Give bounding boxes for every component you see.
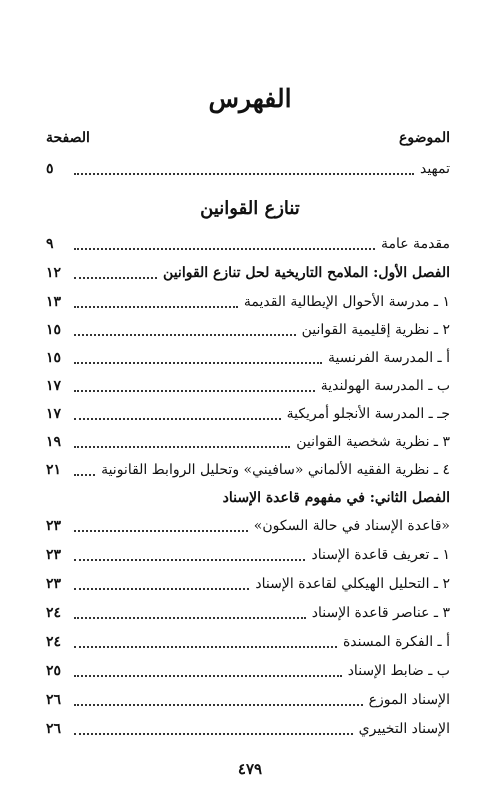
toc-leader-dots bbox=[74, 530, 248, 532]
toc-leader-dots bbox=[74, 559, 305, 561]
toc-entry-page: ٢٦ bbox=[46, 721, 62, 737]
toc-entry-page: ١٥ bbox=[46, 322, 62, 338]
toc-entry-label: تمهيد bbox=[419, 161, 450, 177]
toc-leader-dots bbox=[74, 306, 238, 308]
toc-leader-dots bbox=[74, 334, 296, 336]
toc-entry-label: جـ ـ المدرسة الأنجلو أمريكية bbox=[286, 406, 450, 422]
toc-entry-label: ١ ـ مدرسة الأحوال الإيطالية القديمة bbox=[243, 294, 450, 310]
toc-entry bbox=[46, 318, 450, 340]
toc-entry-page: ١٧ bbox=[46, 406, 62, 422]
toc-entry bbox=[46, 717, 450, 739]
toc-entry-label: أ ـ الفكرة المسندة bbox=[342, 634, 450, 650]
toc-leader-dots bbox=[74, 390, 315, 392]
toc-entry bbox=[46, 659, 450, 681]
toc-entry-label: أ ـ المدرسة الفرنسية bbox=[327, 350, 450, 366]
toc-leader-dots bbox=[74, 646, 337, 648]
toc-leader-dots bbox=[74, 248, 375, 250]
toc-leader-dots bbox=[74, 446, 290, 448]
toc-leader-dots bbox=[74, 362, 322, 364]
toc-entry bbox=[46, 374, 450, 396]
toc-entry-label: ب ـ ضابط الإسناد bbox=[347, 663, 450, 679]
toc-entry-label: ٣ ـ عناصر قاعدة الإسناد bbox=[311, 605, 450, 621]
toc-entry bbox=[46, 630, 450, 652]
toc-entry bbox=[46, 232, 450, 254]
toc-entry-page: ٩ bbox=[46, 236, 54, 252]
toc-entry-label: الإسناد التخييري bbox=[358, 721, 450, 737]
toc-leader-dots bbox=[74, 173, 414, 175]
toc-entry-page: ٢١ bbox=[46, 462, 62, 478]
toc-entry bbox=[46, 543, 450, 565]
toc-leader-dots bbox=[74, 617, 306, 619]
toc-entry bbox=[46, 572, 450, 594]
toc-entry-label: ١ ـ تعريف قاعدة الإسناد bbox=[311, 547, 450, 563]
toc-entry-label: ٣ ـ نظرية شخصية القوانين bbox=[296, 434, 450, 450]
toc-entry-page: ٢٥ bbox=[46, 663, 62, 679]
toc-entry-label: «قاعدة الإسناد في حالة السكون» bbox=[253, 518, 450, 534]
toc-entry-page: ١٩ bbox=[46, 434, 62, 450]
toc-leader-dots bbox=[74, 675, 342, 677]
toc-entry-page: ٢٣ bbox=[46, 547, 62, 563]
toc-entry bbox=[46, 514, 450, 536]
toc-header bbox=[46, 130, 450, 152]
toc-entry bbox=[46, 458, 450, 480]
toc-leader-dots bbox=[74, 588, 249, 590]
toc-entry-label: ٤ ـ نظرية الفقيه الألماني «سافيني» وتحليل الروابط القانونية bbox=[101, 462, 450, 478]
toc-leader-dots bbox=[74, 733, 353, 735]
page-title: الفهرس bbox=[208, 84, 292, 113]
toc-entry-page: ١٣ bbox=[46, 294, 62, 310]
toc-entry-label: الفصل الأول: الملامح التاريخية لحل تنازع القوانين bbox=[163, 265, 450, 281]
toc-entry-chapter-1 bbox=[46, 261, 450, 283]
toc-entry-page: ١٥ bbox=[46, 350, 62, 366]
toc-entry bbox=[46, 402, 450, 424]
toc-entry-page: ٢٦ bbox=[46, 692, 62, 708]
toc-entry-page: ٥ bbox=[46, 161, 54, 177]
page-number: ٤٧٩ bbox=[237, 760, 263, 778]
toc-entry bbox=[46, 601, 450, 623]
toc-entry-label: الإسناد الموزع bbox=[368, 692, 450, 708]
toc-entry-chapter-2 bbox=[46, 486, 450, 508]
toc-entry-label: ٢ ـ التحليل الهيكلي لقاعدة الإسناد bbox=[255, 576, 450, 592]
toc-leader-dots bbox=[74, 704, 363, 706]
toc-entry-label: مقدمة عامة bbox=[380, 236, 450, 252]
toc-entry-intro bbox=[46, 157, 450, 179]
toc-entry-page: ١٢ bbox=[46, 265, 62, 281]
toc-entry-label: ٢ ـ نظرية إقليمية القوانين bbox=[301, 322, 450, 338]
toc-leader-dots bbox=[74, 418, 281, 420]
toc-entry-label: الفصل الثاني: في مفهوم قاعدة الإسناد bbox=[222, 490, 450, 506]
subject-heading: الموضوع bbox=[399, 130, 450, 146]
toc-leader-dots bbox=[74, 277, 157, 279]
toc-entry-page: ٢٤ bbox=[46, 634, 62, 650]
toc-entry bbox=[46, 430, 450, 452]
toc-entry bbox=[46, 688, 450, 710]
toc-entry-label: ب ـ المدرسة الهولندية bbox=[320, 378, 450, 394]
toc-entry-page: ٢٣ bbox=[46, 518, 62, 534]
toc-entry-page: ١٧ bbox=[46, 378, 62, 394]
toc-entry bbox=[46, 290, 450, 312]
toc-entry-page: ٢٤ bbox=[46, 605, 62, 621]
toc-entry-page: ٢٣ bbox=[46, 576, 62, 592]
section-title: تنازع القوانين bbox=[200, 198, 300, 219]
page-heading: الصفحة bbox=[46, 130, 90, 146]
toc-leader-dots bbox=[74, 474, 95, 476]
toc-entry bbox=[46, 346, 450, 368]
